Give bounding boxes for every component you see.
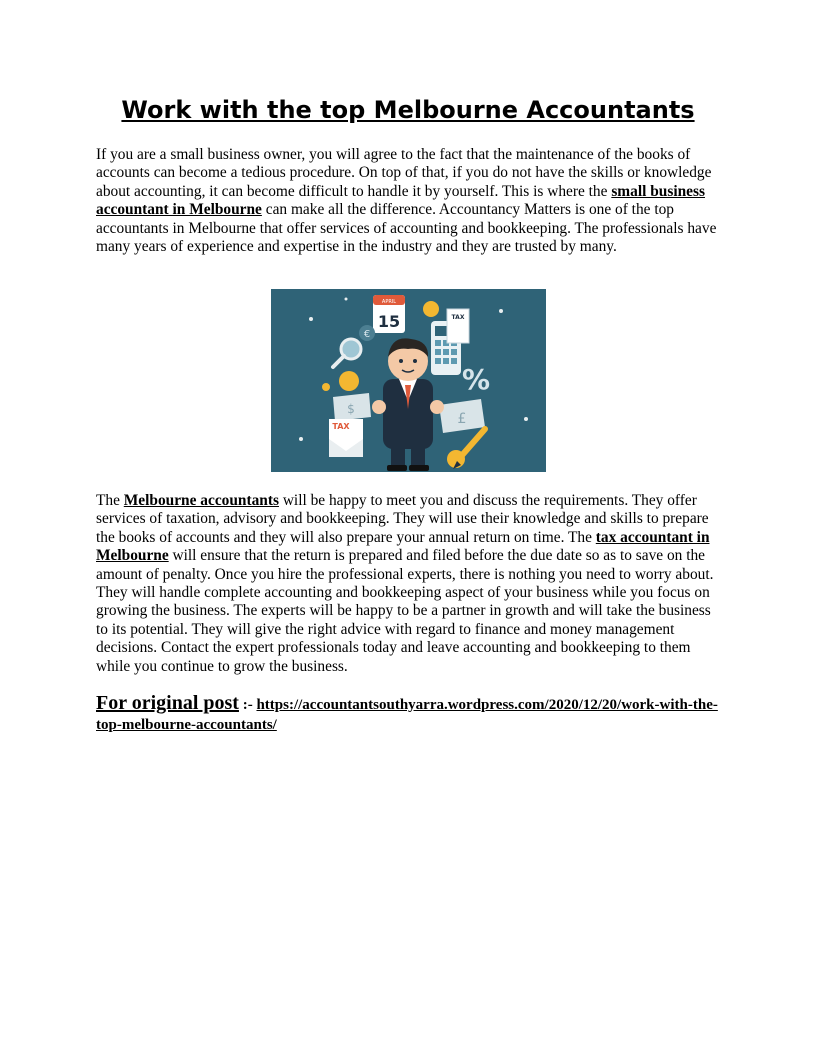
tax-accountant-link[interactable]: tax accountant in Melbourne xyxy=(96,528,710,565)
services-paragraph xyxy=(96,492,720,676)
tax-label: TAX xyxy=(332,422,350,431)
euro-coin-icon xyxy=(359,325,375,341)
original-post-label: For original post xyxy=(96,692,239,714)
small-business-accountant-link[interactable]: small business accountant in Melbourne xyxy=(96,182,705,219)
receipt-icon xyxy=(447,309,469,343)
services-text-middle: will be happy to meet you and discuss the requirements. They offer services of taxation, advisory and bookkeeping. They will use their knowledge and skills to prepare the books of accounts and they will also prepare your annual return on time. The xyxy=(96,492,709,546)
intro-text-before: If you are a small business owner, you will agree to the fact that the maintenance of the books of accounts can become a tedious procedure. On top of that, if you do not have the skills or knowledge about accounting, it can become difficult to handle it by yourself. This is where the xyxy=(96,146,712,200)
tax-envelope-icon xyxy=(329,419,363,457)
accounting-illustration xyxy=(271,289,546,472)
original-post-url[interactable]: https://accountantsouthyarra.wordpress.com/2020/12/20/work-with-the-top-melbourne-accountants/ xyxy=(96,697,718,733)
calendar-month: APRIL xyxy=(381,299,397,305)
pound-sign: £ xyxy=(457,411,467,427)
intro-text-after: can make all the difference. Accountancy Matters is one of the top accountants in Melbourne that offer services of accounting and bookkeeping. The professionals have many years of experience and expertise in the industry and they are trusted by many. xyxy=(96,201,717,256)
services-text-intro: The xyxy=(96,492,124,509)
illustration-svg xyxy=(271,289,546,472)
services-text-end: will ensure that the return is prepared and filed before the due date so as to save on the amount of penalty. Once you hire the professional experts, there is nothing you need to worry about. They will handle complete accounting and bookkeeping aspect of your business while you focus on growing the business. The experts will be happy to be a partner in growth and will take the business to its potential. They will give the right advice with regard to finance and money management decisions. Contact the expert professionals today and leave accounting and bookkeeping to them while you continue to grow the business. xyxy=(96,547,714,675)
calendar-day: 15 xyxy=(377,312,401,331)
calendar-icon xyxy=(373,295,405,333)
original-post-line xyxy=(96,694,720,735)
percent-icon: % xyxy=(461,363,491,396)
melbourne-accountants-link[interactable]: Melbourne accountants xyxy=(123,492,279,509)
receipt-label: TAX xyxy=(451,314,465,321)
euro-sign: € xyxy=(363,329,371,340)
page-title: Work with the top Melbourne Accountants xyxy=(121,96,695,124)
original-post-separator: :- xyxy=(238,697,257,713)
dollar-sign: $ xyxy=(347,402,355,416)
intro-paragraph xyxy=(96,146,720,256)
